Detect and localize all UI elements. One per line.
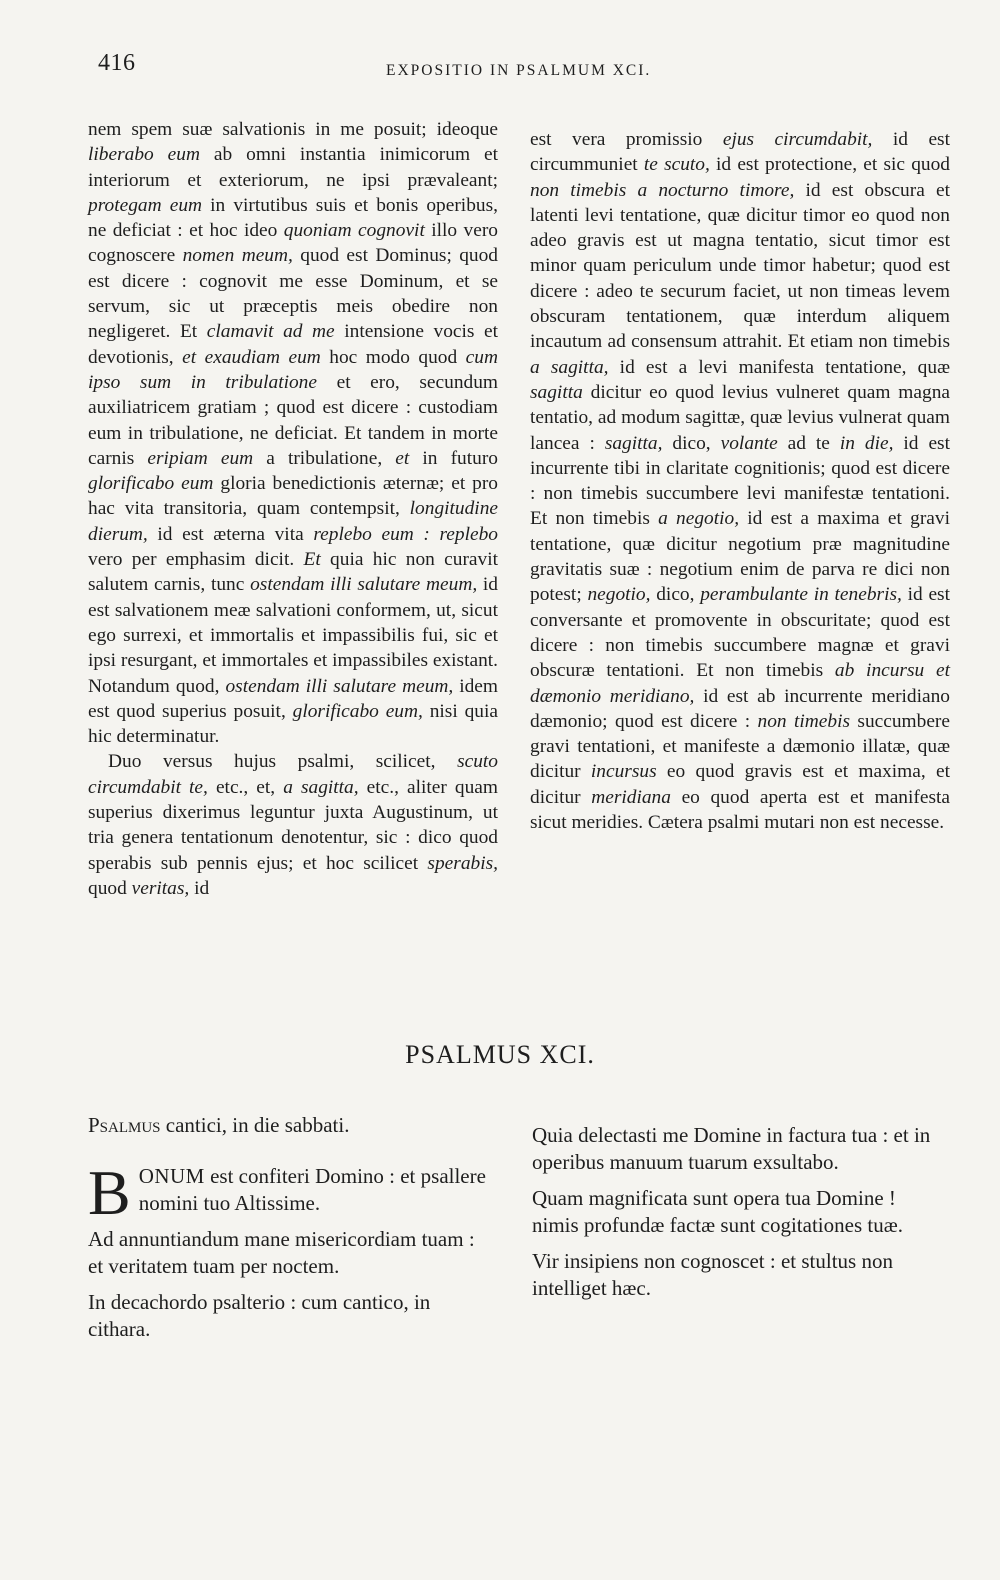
text-run: etc., aliter quam superius dixerimus leguntur juxta Augustinum, ut tria genera tentationum denotentur, sic : dico quod sperabis sub pennis ejus; et hoc scilicet	[88, 776, 498, 874]
text-run: dicitur eo quod levius vulneret quam magna tentatio, ad modum sagittæ, quæ levius vulnerat quam lancea :	[530, 381, 950, 454]
italic-phrase: Et	[303, 549, 321, 571]
text-run: id est a maxima et gravi tentatione, quæ dicitur negotium præ magnitudine gravitatis suæ : negotium enim de parva re dici non potest;	[530, 508, 950, 606]
text-run: id	[189, 877, 210, 899]
italic-phrase: clamavit ad me	[206, 321, 335, 343]
italic-phrase: scuto circumdabit te,	[88, 751, 498, 798]
text-run: etc., et,	[207, 776, 284, 798]
italic-phrase: a negotio,	[658, 508, 740, 530]
text-run: id est conversante et promovente in obscuritate; quod est dicere : non timebis succumbere magnæ et gravi obscuræ tentationi. Et non timebis	[530, 584, 950, 682]
italic-phrase: a sagitta,	[283, 776, 359, 798]
italic-phrase: ostendam illi salutare meum,	[225, 675, 454, 697]
italic-phrase: sagitta	[530, 381, 583, 403]
left-paragraph-2	[88, 749, 498, 901]
psalm-verse-2: Ad annuntiandum mane misericordiam tuam : et veritatem tuam per noctem.	[88, 1227, 475, 1278]
drop-cap: B	[88, 1157, 131, 1228]
left-paragraph-1	[88, 117, 498, 749]
italic-phrase: meridiana	[591, 786, 671, 808]
text-run: illo vero cognoscere	[88, 220, 498, 267]
italic-phrase: incursus	[590, 761, 657, 783]
italic-phrase: non timebis	[757, 710, 851, 732]
italic-phrase: et exaudiam eum	[182, 346, 321, 368]
italic-phrase: cum ipso sum in tribulatione	[88, 346, 498, 393]
italic-phrase: sperabis,	[427, 852, 498, 874]
text-run: dico,	[650, 584, 701, 606]
text-run: quod	[88, 877, 132, 899]
text-run: id est ab incurrente meridiano dæmonio; quod est dicere :	[530, 685, 951, 732]
italic-phrase: non timebis a nocturno timore,	[530, 179, 795, 201]
italic-phrase: te scuto,	[643, 154, 710, 176]
text-run: gloria benedictionis æternæ; et pro hac vita transitoria, quam contempsit,	[88, 473, 498, 520]
text-run: et ero, secundum auxiliatricem gratiam ; quod est dicere : custodiam eum in tribulatione, ne deficiat. Et tandem in morte carnis	[88, 371, 498, 469]
text-run: idem est quod superius posuit,	[88, 675, 498, 722]
italic-phrase: protegam eum	[88, 194, 203, 216]
text-run: est vera promissio	[530, 129, 723, 150]
psalm-subheading-text: cantici, in die sabbati.	[160, 1113, 350, 1137]
first-word-caps: ONUM	[138, 1164, 205, 1188]
text-run: id est protectione, et sic quod	[709, 154, 951, 176]
text-run: id est æterna vita	[147, 523, 314, 545]
first-verse-text: est confiteri Domino : et psallere nomini tuo Altissime.	[138, 1164, 486, 1215]
text-run: quia hic non curavit salutem carnis, tunc	[88, 549, 498, 596]
italic-phrase: veritas,	[131, 877, 190, 899]
psalm-subheading	[88, 1113, 349, 1138]
text-run: eo quod gravis est et maxima, et dicitur	[530, 761, 950, 808]
right-column	[530, 127, 950, 835]
text-run: in virtutibus suis et bonis operibus, ne deficiat : et hoc ideo	[88, 194, 498, 242]
running-head: EXPOSITIO IN PSALMUM XCI.	[386, 62, 652, 79]
psalm-verses-left	[88, 1157, 493, 1352]
text-run: quod est Dominus; quod est dicere : cognovit me esse Dominum, et se servum, sic ut præceptis meis obedire non negligeret. Et	[88, 245, 499, 343]
italic-phrase: in die,	[839, 432, 894, 454]
psalm-verse-3: In decachordo psalterio : cum cantico, in cithara.	[88, 1290, 431, 1341]
italic-phrase: glorificabo eum,	[292, 700, 423, 722]
text-run: nisi quia hic determinatur.	[88, 700, 498, 748]
italic-phrase: quoniam cognovit	[283, 220, 425, 242]
psalm-verses-right	[532, 1122, 942, 1311]
italic-phrase: longitudine dierum,	[88, 498, 498, 545]
text-run: nem spem suæ salvationis in me posuit; ideoque	[88, 119, 498, 140]
italic-phrase: ejus circumdabit,	[722, 129, 873, 150]
psalm-verse-6: Vir insipiens non cognoscet : et stultus non intelliget hæc.	[532, 1249, 893, 1300]
text-run: dico,	[662, 432, 721, 454]
text-run: vero per emphasim dicit.	[88, 549, 304, 571]
text-run: in futuro	[409, 447, 498, 469]
page-number: 416	[98, 50, 136, 76]
text-run: id est obscura et latenti levi tentatione, quæ dicitur timor eo quod non adeo gravis est ut magna tentatio, sicut timor est minor quam periculum unde timor habetur; quod est dicere : adeo te securum faciet, ut non timeas levem obscuram tentationem, quæ interdum aliquem incautum ad consensum attrahit. Et etiam non timebis	[530, 179, 950, 353]
left-column	[88, 117, 498, 901]
italic-phrase: a sagitta,	[530, 356, 609, 378]
psalm-verse-4: Quia delectasti me Domine in factura tua : et in operibus manuum tuarum exsultabo.	[532, 1123, 931, 1174]
italic-phrase: negotio,	[587, 584, 651, 606]
italic-phrase: et	[395, 447, 410, 469]
text-run: ab omni instantia inimicorum et interiorum et exteriorum, ne ipsi prævaleant;	[88, 144, 498, 191]
text-run: id est a levi manifesta tentatione, quæ	[608, 356, 950, 378]
text-run: succumbere gravi tentationi, et manifeste a dæmonio illatæ, quæ dicitur	[530, 710, 950, 783]
italic-phrase: volante	[720, 432, 778, 454]
text-run: id est incurrente tibi in claritate cognitionis; quod est dicere : non timebis succumbere levi manifestæ tentationi. Et non timebis	[530, 432, 950, 530]
psalm-subheading-smallcaps: Psalmus	[88, 1113, 161, 1137]
italic-phrase: eripiam eum	[147, 447, 254, 469]
psalm-title: PSALMUS XCI.	[405, 1040, 595, 1069]
text-run: id est salvationem meæ salvationi conformem, ut, sicut ego surrexi, et immortalis et impassibilis fui, sic et ipsi resurgant, et immortales et impassibiles existant. Notandum quod,	[88, 574, 499, 697]
italic-phrase: liberabo eum	[88, 144, 200, 166]
italic-phrase: ab incursu et dæmonio meridiano,	[530, 660, 950, 707]
psalm-verse-1	[88, 1157, 493, 1228]
italic-phrase: replebo eum : replebo	[313, 523, 498, 545]
text-run: Duo versus hujus psalmi, scilicet,	[108, 751, 458, 773]
italic-phrase: glorificabo eum	[88, 473, 214, 495]
text-run: intensione vocis et devotionis,	[88, 321, 499, 368]
psalm-verse-5: Quam magnificata sunt opera tua Domine ! nimis profundæ factæ sunt cogitationes tuæ.	[532, 1186, 903, 1237]
text-run: hoc modo quod	[320, 346, 466, 368]
right-paragraph	[530, 127, 950, 835]
italic-phrase: ostendam illi salutare meum,	[250, 574, 478, 596]
italic-phrase: nomen meum,	[182, 245, 293, 267]
text-run: ad te	[777, 432, 840, 454]
text-run: id est circummuniet	[530, 129, 950, 176]
text-run: eo quod aperta est et manifesta sicut meridies. Cætera psalmi mutari non est necesse.	[530, 786, 950, 834]
italic-phrase: sagitta,	[604, 432, 663, 454]
text-run: a tribulatione,	[253, 447, 396, 469]
italic-phrase: perambulante in tenebris,	[700, 584, 902, 606]
